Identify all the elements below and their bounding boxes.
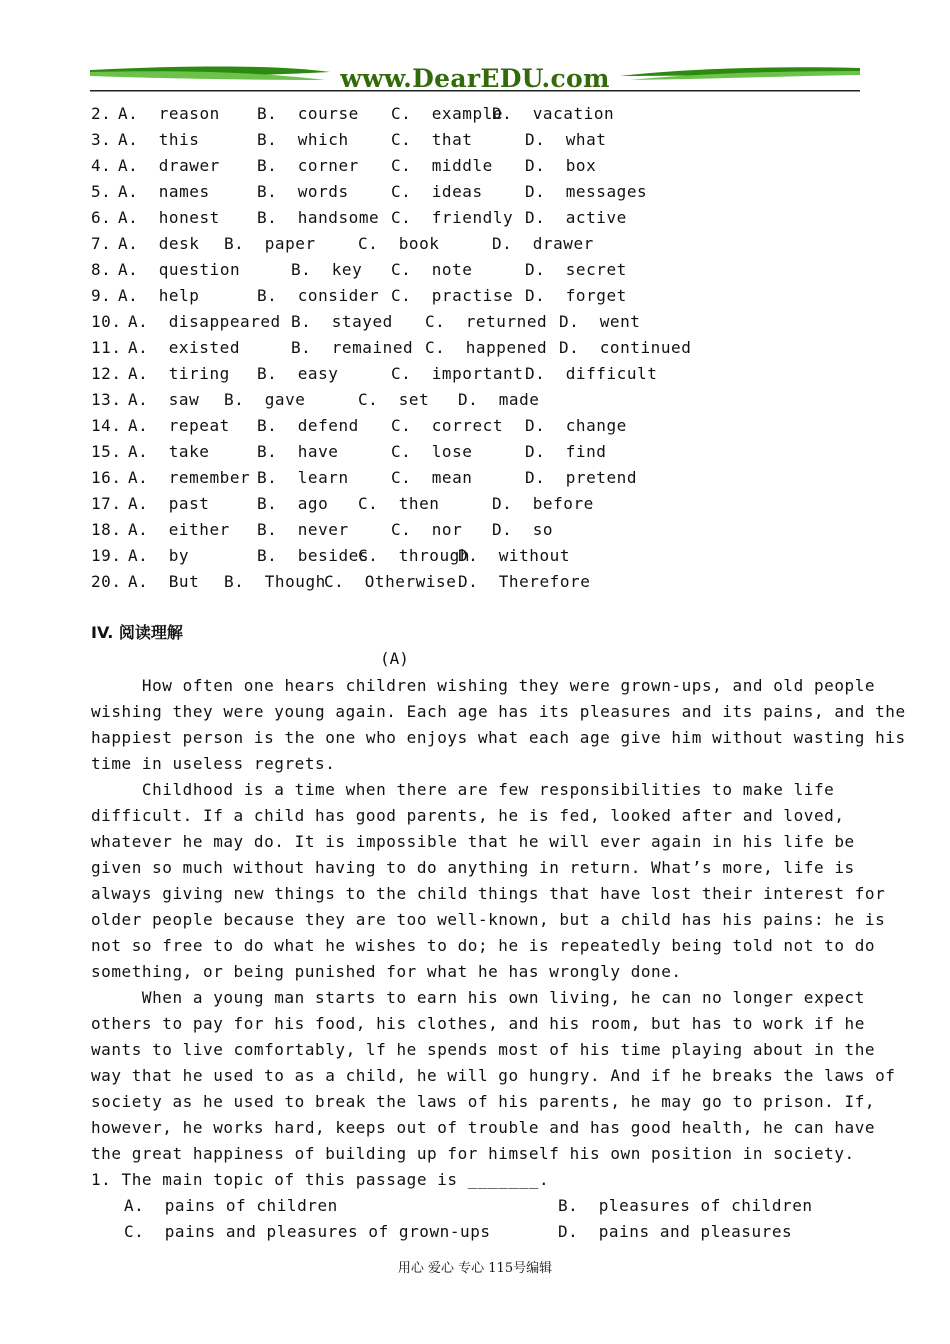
mc-option-b: B. key	[291, 260, 363, 279]
mc-option-d: D. what	[525, 130, 607, 149]
mc-option-a: A. past	[128, 494, 210, 513]
passage-line: wishing they were young again. Each age has its pleasures and its pains, and the	[91, 702, 906, 721]
mc-option-b: B. besides	[257, 546, 370, 565]
mc-option-a: A. honest	[118, 208, 220, 227]
mc-option-c: C. correct	[391, 416, 504, 435]
mc-option-b: B. ago	[257, 494, 329, 513]
mc-option-b: B. Though	[224, 572, 326, 591]
mc-option-a: A. this	[118, 130, 200, 149]
passage-line: given so much without having to do anything in return. What’s more, life is	[91, 858, 855, 877]
mc-option-d: D. continued	[559, 338, 692, 357]
section-heading: IV. 阅读理解	[91, 623, 183, 642]
mc-option-b: B. remained	[291, 338, 414, 357]
mc-option-a: A. disappeared	[128, 312, 281, 331]
mc-option-c: C. returned	[425, 312, 548, 331]
passage-line: others to pay for his food, his clothes, and his room, but has to work if he	[91, 1014, 865, 1033]
question-option-a: A. pains of children	[124, 1196, 338, 1215]
mc-question-number: 8.	[91, 260, 112, 279]
mc-question-number: 10.	[91, 312, 122, 331]
mc-question-number: 7.	[91, 234, 112, 253]
mc-question-row	[91, 361, 871, 387]
passage-line: wants to live comfortably, lf he spends most of his time playing about in the	[91, 1040, 876, 1059]
mc-option-a: A. take	[128, 442, 210, 461]
mc-option-c: C. friendly	[391, 208, 514, 227]
mc-option-c: C. nor	[391, 520, 463, 539]
mc-option-b: B. corner	[257, 156, 359, 175]
mc-option-c: C. then	[358, 494, 440, 513]
mc-question-number: 14.	[91, 416, 122, 435]
mc-option-d: D. vacation	[492, 104, 615, 123]
mc-option-b: B. defend	[257, 416, 359, 435]
mc-option-a: A. help	[118, 286, 200, 305]
mc-question-number: 18.	[91, 520, 122, 539]
mc-question-number: 4.	[91, 156, 112, 175]
mc-question-number: 17.	[91, 494, 122, 513]
mc-option-c: C. set	[358, 390, 430, 409]
mc-option-d: D. without	[458, 546, 571, 565]
mc-question-number: 3.	[91, 130, 112, 149]
mc-question-row	[91, 465, 871, 491]
mc-option-d: D. box	[525, 156, 597, 175]
mc-option-d: D. find	[525, 442, 607, 461]
mc-option-c: C. practise	[391, 286, 514, 305]
mc-question-row	[91, 387, 871, 413]
passage-line: Childhood is a time when there are few responsibilities to make life	[91, 780, 835, 799]
mc-option-d: D. so	[492, 520, 554, 539]
mc-option-c: C. Otherwise	[324, 572, 457, 591]
mc-question-number: 13.	[91, 390, 122, 409]
mc-option-a: A. existed	[128, 338, 241, 357]
mc-option-d: D. Therefore	[458, 572, 591, 591]
mc-question-row	[91, 491, 871, 517]
mc-option-d: D. pretend	[525, 468, 638, 487]
mc-option-d: D. difficult	[525, 364, 658, 383]
mc-option-d: D. forget	[525, 286, 627, 305]
mc-option-d: D. before	[492, 494, 594, 513]
passage-line: How often one hears children wishing they were grown-ups, and old people	[91, 676, 876, 695]
mc-option-d: D. change	[525, 416, 627, 435]
passage-line: something, or being punished for what he has wrongly done.	[91, 962, 682, 981]
mc-option-c: C. middle	[391, 156, 493, 175]
mc-question-number: 9.	[91, 286, 112, 305]
passage-line: society as he used to break the laws of his parents, he may go to prison. If,	[91, 1092, 876, 1111]
mc-option-d: D. drawer	[492, 234, 594, 253]
mc-option-a: A. remember	[128, 468, 251, 487]
mc-question-number: 5.	[91, 182, 112, 201]
mc-option-b: B. stayed	[291, 312, 393, 331]
mc-question-number: 19.	[91, 546, 122, 565]
mc-question-number: 11.	[91, 338, 122, 357]
mc-option-c: C. happened	[425, 338, 548, 357]
mc-question-row	[91, 413, 871, 439]
passage-line: difficult. If a child has good parents, he is fed, looked after and loved,	[91, 806, 845, 825]
mc-option-c: C. book	[358, 234, 440, 253]
mc-option-b: B. paper	[224, 234, 316, 253]
question-option-d: D. pains and pleasures	[558, 1222, 793, 1241]
passage-line: way that he used to as a child, he will go hungry. And if he breaks the laws of	[91, 1066, 896, 1085]
passage-line: the great happiness of building up for himself his own position in society.	[91, 1144, 855, 1163]
mc-question-row	[91, 257, 871, 283]
mc-option-a: A. tiring	[128, 364, 230, 383]
mc-option-b: B. consider	[257, 286, 380, 305]
mc-question-number: 2.	[91, 104, 112, 123]
mc-question-number: 15.	[91, 442, 122, 461]
page-footer: 用心 爱心 专心 115号编辑	[397, 1261, 553, 1276]
passage-line: happiest person is the one who enjoys what each age give him without wasting his	[91, 728, 906, 747]
mc-option-c: C. note	[391, 260, 473, 279]
mc-option-b: B. course	[257, 104, 359, 123]
mc-question-row	[91, 309, 871, 335]
mc-question-row	[91, 517, 871, 543]
mc-question-row	[91, 153, 871, 179]
mc-option-b: B. learn	[257, 468, 349, 487]
mc-option-d: D. messages	[525, 182, 648, 201]
mc-option-a: A. names	[118, 182, 210, 201]
mc-question-row	[91, 205, 871, 231]
mc-option-c: C. ideas	[391, 182, 483, 201]
mc-option-a: A. desk	[118, 234, 200, 253]
mc-option-a: A. by	[128, 546, 190, 565]
passage-line: not so free to do what he wishes to do; he is repeatedly being told not to do	[91, 936, 876, 955]
mc-question-row	[91, 543, 871, 569]
passage-line: whatever he may do. It is impossible that he will ever again in his life be	[91, 832, 855, 851]
site-logo-text: www.DearEDU.com	[340, 64, 610, 93]
mc-question-number: 6.	[91, 208, 112, 227]
mc-question-row	[91, 439, 871, 465]
mc-question-number: 20.	[91, 572, 122, 591]
mc-question-number: 12.	[91, 364, 122, 383]
question-option-c: C. pains and pleasures of grown-ups	[124, 1222, 491, 1241]
mc-option-d: D. active	[525, 208, 627, 227]
mc-option-b: B. have	[257, 442, 339, 461]
mc-option-b: B. never	[257, 520, 349, 539]
mc-option-c: C. example	[391, 104, 504, 123]
passage-line: always giving new things to the child things that have lost their interest for	[91, 884, 886, 903]
mc-option-a: A. reason	[118, 104, 220, 123]
mc-option-a: A. drawer	[118, 156, 220, 175]
mc-option-d: D. made	[458, 390, 540, 409]
mc-option-c: C. that	[391, 130, 473, 149]
mc-option-d: D. went	[559, 312, 641, 331]
passage-line: When a young man starts to earn his own living, he can no longer expect	[91, 988, 865, 1007]
mc-question-row	[91, 569, 871, 595]
mc-option-a: A. either	[128, 520, 230, 539]
mc-option-a: A. repeat	[128, 416, 230, 435]
mc-option-d: D. secret	[525, 260, 627, 279]
mc-question-row	[91, 231, 871, 257]
mc-option-b: B. gave	[224, 390, 306, 409]
mc-option-c: C. through	[358, 546, 471, 565]
mc-option-a: A. saw	[128, 390, 200, 409]
mc-question-row	[91, 127, 871, 153]
mc-question-number: 16.	[91, 468, 122, 487]
mc-option-c: C. important	[391, 364, 524, 383]
mc-option-a: A. But	[128, 572, 200, 591]
mc-option-b: B. easy	[257, 364, 339, 383]
header-banner	[90, 62, 860, 96]
question-option-b: B. pleasures of children	[558, 1196, 813, 1215]
mc-option-c: C. lose	[391, 442, 473, 461]
mc-option-b: B. words	[257, 182, 349, 201]
mc-option-b: B. handsome	[257, 208, 380, 227]
mc-question-row	[91, 335, 871, 361]
mc-question-row	[91, 283, 871, 309]
passage-label: (A)	[380, 649, 409, 668]
passage-line: time in useless regrets.	[91, 754, 336, 773]
mc-option-b: B. which	[257, 130, 349, 149]
question-stem: 1. The main topic of this passage is _______.	[91, 1170, 550, 1189]
mc-question-row	[91, 179, 871, 205]
mc-question-row	[91, 101, 871, 127]
mc-option-c: C. mean	[391, 468, 473, 487]
passage-line: however, he works hard, keeps out of trouble and has good health, he can have	[91, 1118, 876, 1137]
mc-option-a: A. question	[118, 260, 241, 279]
passage-line: older people because they are too well-known, but a child has his pains: he is	[91, 910, 886, 929]
